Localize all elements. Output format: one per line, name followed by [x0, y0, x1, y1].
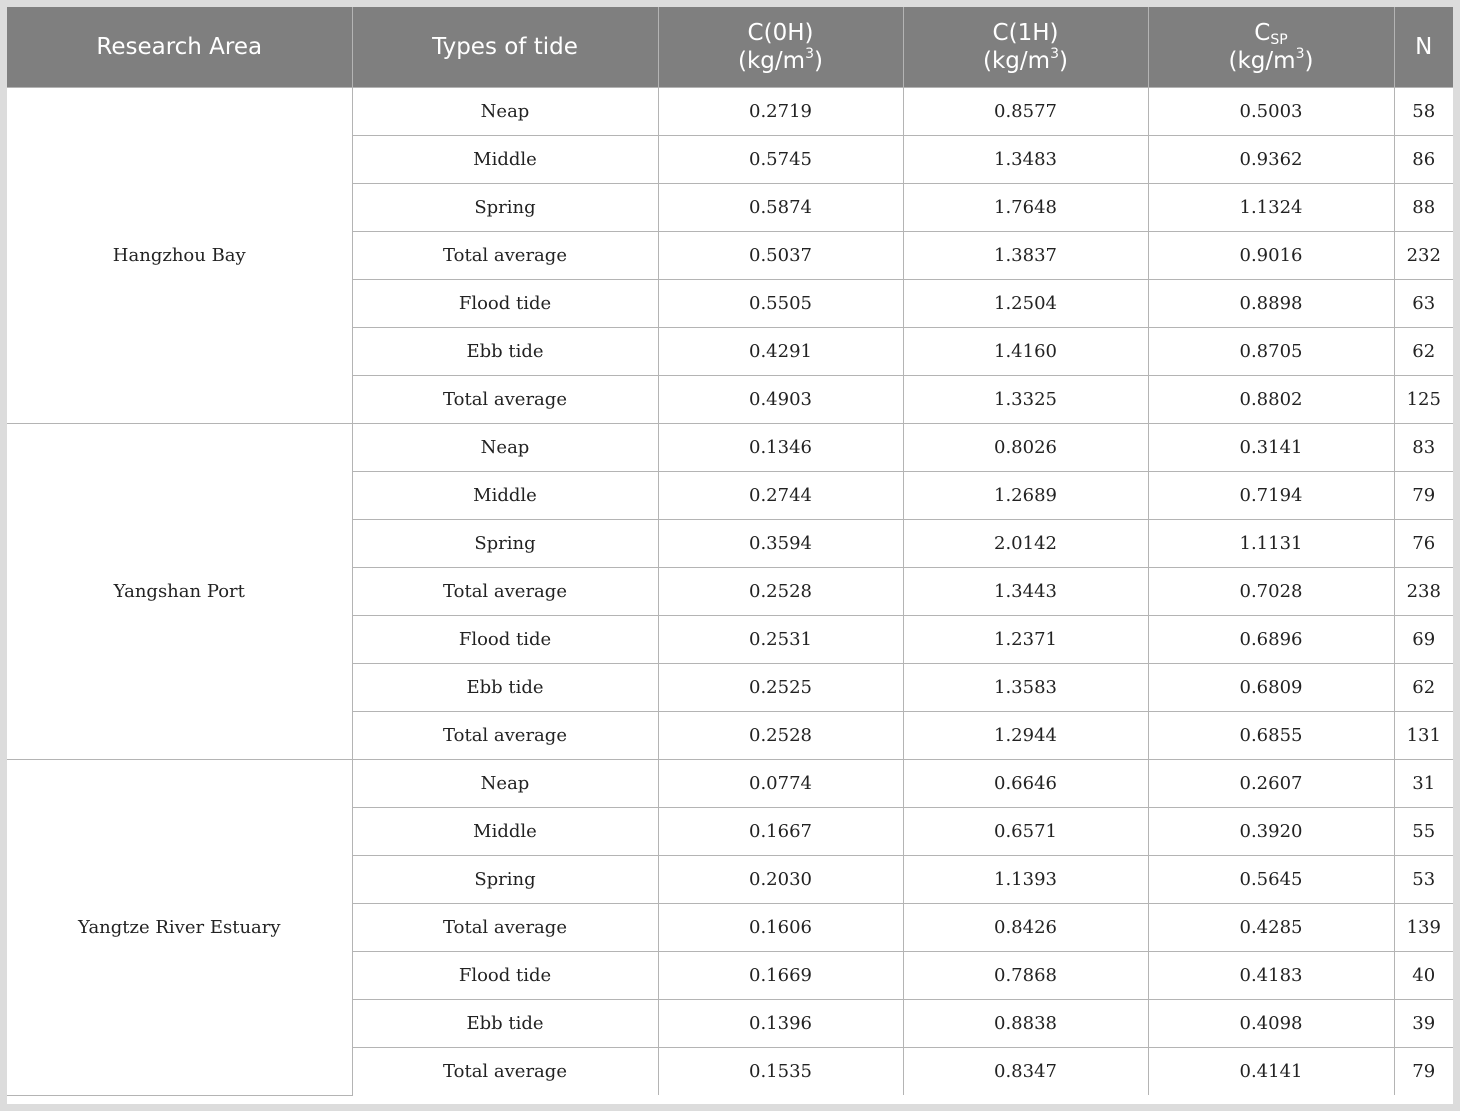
tide-type-cell: Total average — [352, 568, 658, 616]
c1h-cell: 0.8347 — [903, 1048, 1148, 1096]
research-area-cell: Hangzhou Bay — [7, 88, 352, 424]
csp-cell: 0.6896 — [1148, 616, 1394, 664]
header-c0h-label: C(0H) — [747, 20, 814, 46]
c1h-cell: 1.3583 — [903, 664, 1148, 712]
header-research-area: Research Area — [7, 7, 352, 88]
n-cell: 238 — [1394, 568, 1453, 616]
c1h-cell: 0.6571 — [903, 808, 1148, 856]
csp-cell: 0.3141 — [1148, 424, 1394, 472]
csp-cell: 0.4141 — [1148, 1048, 1394, 1096]
header-c1h — [903, 7, 1148, 88]
n-cell: 69 — [1394, 616, 1453, 664]
tide-type-cell: Flood tide — [352, 280, 658, 328]
header-csp — [1148, 7, 1394, 88]
n-cell: 131 — [1394, 712, 1453, 760]
csp-cell: 1.1324 — [1148, 184, 1394, 232]
c0h-cell: 0.1669 — [658, 952, 903, 1000]
tide-type-cell: Neap — [352, 760, 658, 808]
n-cell: 139 — [1394, 904, 1453, 952]
tide-type-cell: Total average — [352, 904, 658, 952]
tide-type-cell: Middle — [352, 136, 658, 184]
c1h-cell: 0.7868 — [903, 952, 1148, 1000]
csp-cell: 0.7194 — [1148, 472, 1394, 520]
csp-cell: 0.7028 — [1148, 568, 1394, 616]
csp-cell: 0.8802 — [1148, 376, 1394, 424]
c0h-cell: 0.1606 — [658, 904, 903, 952]
csp-cell: 0.5645 — [1148, 856, 1394, 904]
c1h-cell: 1.2944 — [903, 712, 1148, 760]
c1h-cell: 1.2689 — [903, 472, 1148, 520]
c0h-cell: 0.5874 — [658, 184, 903, 232]
header-csp-label: C — [1254, 20, 1271, 46]
tide-type-cell: Spring — [352, 856, 658, 904]
c1h-cell: 1.3325 — [903, 376, 1148, 424]
csp-cell: 0.6855 — [1148, 712, 1394, 760]
header-c1h-unit-suffix: ) — [1058, 48, 1068, 74]
table-row — [7, 88, 1453, 136]
n-cell: 62 — [1394, 664, 1453, 712]
csp-cell: 0.8705 — [1148, 328, 1394, 376]
tide-type-cell: Flood tide — [352, 952, 658, 1000]
header-c0h — [658, 7, 903, 88]
n-cell: 125 — [1394, 376, 1453, 424]
research-area-cell: Yangshan Port — [7, 424, 352, 760]
c0h-cell: 0.3594 — [658, 520, 903, 568]
c0h-cell: 0.1535 — [658, 1048, 903, 1096]
header-c0h-unit-prefix: (kg/m — [738, 48, 806, 74]
header-types-of-tide: Types of tide — [352, 7, 658, 88]
data-table-frame — [7, 7, 1453, 1104]
n-cell: 31 — [1394, 760, 1453, 808]
tide-type-cell: Ebb tide — [352, 1000, 658, 1048]
c1h-cell: 1.2371 — [903, 616, 1148, 664]
c0h-cell: 0.5745 — [658, 136, 903, 184]
n-cell: 39 — [1394, 1000, 1453, 1048]
csp-cell: 1.1131 — [1148, 520, 1394, 568]
csp-cell: 0.4285 — [1148, 904, 1394, 952]
n-cell: 76 — [1394, 520, 1453, 568]
table-body — [7, 88, 1453, 1096]
c1h-cell: 1.2504 — [903, 280, 1148, 328]
c0h-cell: 0.1346 — [658, 424, 903, 472]
header-row — [7, 7, 1453, 88]
csp-cell: 0.4183 — [1148, 952, 1394, 1000]
tide-type-cell: Spring — [352, 184, 658, 232]
c0h-cell: 0.4903 — [658, 376, 903, 424]
csp-cell: 0.9016 — [1148, 232, 1394, 280]
tide-type-cell: Neap — [352, 88, 658, 136]
c0h-cell: 0.1396 — [658, 1000, 903, 1048]
csp-cell: 0.6809 — [1148, 664, 1394, 712]
c1h-cell: 0.8838 — [903, 1000, 1148, 1048]
c0h-cell: 0.2531 — [658, 616, 903, 664]
n-cell: 83 — [1394, 424, 1453, 472]
c1h-cell: 1.3837 — [903, 232, 1148, 280]
n-cell: 40 — [1394, 952, 1453, 1000]
c1h-cell: 1.7648 — [903, 184, 1148, 232]
n-cell: 232 — [1394, 232, 1453, 280]
csp-cell: 0.9362 — [1148, 136, 1394, 184]
tide-type-cell: Flood tide — [352, 616, 658, 664]
tide-type-cell: Total average — [352, 232, 658, 280]
c0h-cell: 0.2528 — [658, 568, 903, 616]
research-area-cell: Yangtze River Estuary — [7, 760, 352, 1096]
tide-type-cell: Total average — [352, 1048, 658, 1096]
n-cell: 55 — [1394, 808, 1453, 856]
header-c1h-unit-exp: 3 — [1050, 46, 1059, 62]
n-cell: 63 — [1394, 280, 1453, 328]
c1h-cell: 0.6646 — [903, 760, 1148, 808]
c0h-cell: 0.2744 — [658, 472, 903, 520]
n-cell: 86 — [1394, 136, 1453, 184]
n-cell: 58 — [1394, 88, 1453, 136]
csp-cell: 0.5003 — [1148, 88, 1394, 136]
c0h-cell: 0.0774 — [658, 760, 903, 808]
n-cell: 88 — [1394, 184, 1453, 232]
header-c1h-unit-prefix: (kg/m — [983, 48, 1051, 74]
c1h-cell: 0.8026 — [903, 424, 1148, 472]
tide-type-cell: Total average — [352, 376, 658, 424]
c0h-cell: 0.1667 — [658, 808, 903, 856]
c1h-cell: 1.1393 — [903, 856, 1148, 904]
c0h-cell: 0.2528 — [658, 712, 903, 760]
n-cell: 79 — [1394, 1048, 1453, 1096]
table-row — [7, 424, 1453, 472]
header-csp-subscript: SP — [1270, 32, 1288, 48]
tide-concentration-table — [7, 7, 1453, 1096]
c0h-cell: 0.2719 — [658, 88, 903, 136]
csp-cell: 0.8898 — [1148, 280, 1394, 328]
tide-type-cell: Middle — [352, 472, 658, 520]
header-c0h-unit-exp: 3 — [805, 46, 814, 62]
c0h-cell: 0.5505 — [658, 280, 903, 328]
tide-type-cell: Neap — [352, 424, 658, 472]
csp-cell: 0.2607 — [1148, 760, 1394, 808]
c1h-cell: 1.3483 — [903, 136, 1148, 184]
header-csp-unit-prefix: (kg/m — [1228, 48, 1296, 74]
header-n: N — [1394, 7, 1453, 88]
tide-type-cell: Spring — [352, 520, 658, 568]
n-cell: 79 — [1394, 472, 1453, 520]
c0h-cell: 0.4291 — [658, 328, 903, 376]
header-csp-unit-exp: 3 — [1295, 46, 1305, 62]
csp-cell: 0.4098 — [1148, 1000, 1394, 1048]
c0h-cell: 0.2525 — [658, 664, 903, 712]
tide-type-cell: Ebb tide — [352, 664, 658, 712]
c0h-cell: 0.2030 — [658, 856, 903, 904]
header-csp-unit-suffix: ) — [1304, 48, 1314, 74]
n-cell: 53 — [1394, 856, 1453, 904]
header-c1h-label: C(1H) — [992, 20, 1059, 46]
c1h-cell: 2.0142 — [903, 520, 1148, 568]
tide-type-cell: Ebb tide — [352, 328, 658, 376]
c0h-cell: 0.5037 — [658, 232, 903, 280]
c1h-cell: 1.4160 — [903, 328, 1148, 376]
header-c0h-unit-suffix: ) — [813, 48, 823, 74]
n-cell: 62 — [1394, 328, 1453, 376]
c1h-cell: 0.8426 — [903, 904, 1148, 952]
c1h-cell: 1.3443 — [903, 568, 1148, 616]
c1h-cell: 0.8577 — [903, 88, 1148, 136]
table-row — [7, 760, 1453, 808]
tide-type-cell: Middle — [352, 808, 658, 856]
tide-type-cell: Total average — [352, 712, 658, 760]
csp-cell: 0.3920 — [1148, 808, 1394, 856]
